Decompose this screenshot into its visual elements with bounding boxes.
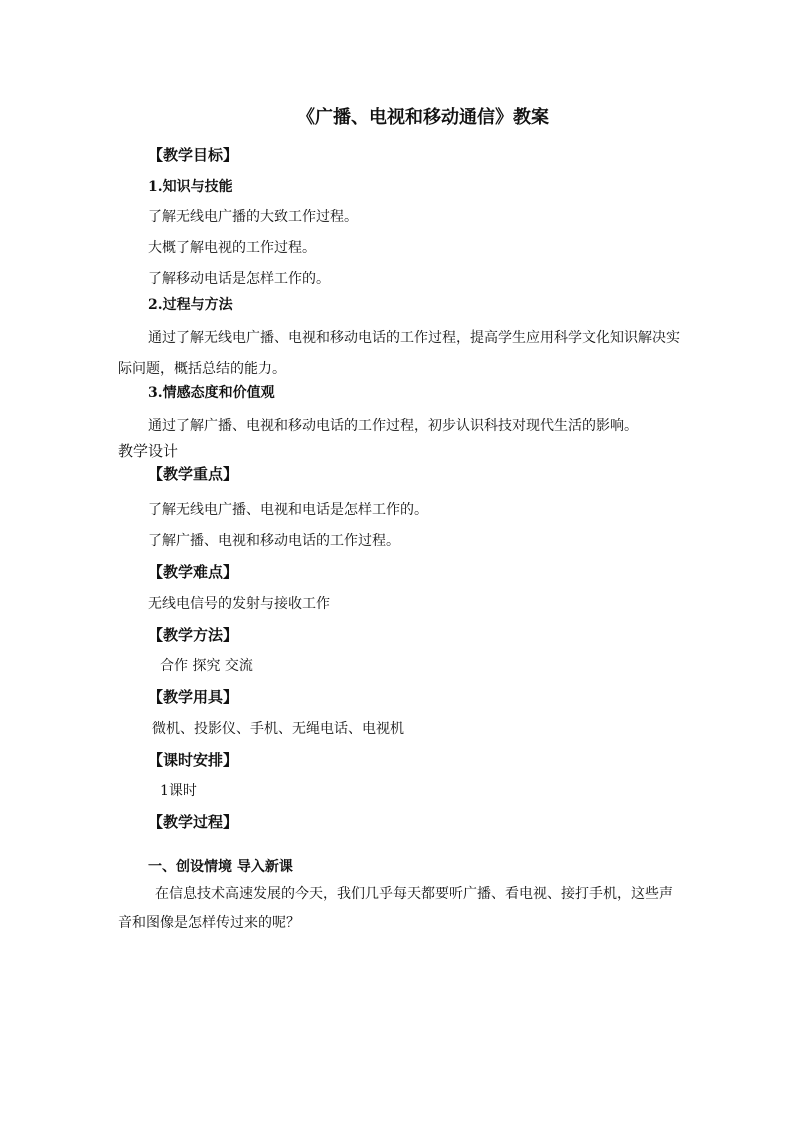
process-line-1: 通过了解无线电广播、电视和移动电话的工作过程，提高学生应用科学文化知识解决实 <box>148 330 680 346</box>
step1-line-2: 音和图像是怎样传过来的呢？ <box>118 915 300 931</box>
method-heading: 【教学方法】 <box>148 626 239 644</box>
difficulty-heading: 【教学难点】 <box>148 563 239 581</box>
key-item-2: 了解广播、电视和移动电话的工作过程。 <box>148 533 400 549</box>
knowledge-heading: 1.知识与技能 <box>148 179 233 195</box>
schedule-heading: 【课时安排】 <box>148 751 239 769</box>
tools-heading: 【教学用具】 <box>148 688 239 706</box>
key-item-1: 了解无线电广播、电视和电话是怎样工作的。 <box>148 502 428 518</box>
process-line-2: 际问题，概括总结的能力。 <box>118 361 286 377</box>
knowledge-item-2: 大概了解电视的工作过程。 <box>148 240 316 256</box>
step1-heading: 一、创设情境 导入新课 <box>148 859 293 875</box>
knowledge-item-3: 了解移动电话是怎样工作的。 <box>148 271 330 287</box>
design-label: 教学设计 <box>118 442 179 460</box>
knowledge-item-1: 了解无线电广播的大致工作过程。 <box>148 209 358 225</box>
difficulty-text: 无线电信号的发射与接收工作 <box>148 596 330 612</box>
key-heading: 【教学重点】 <box>148 465 239 483</box>
emotion-heading: 3.情感态度和价值观 <box>148 385 275 401</box>
objectives-heading: 【教学目标】 <box>148 146 239 164</box>
procedure-heading: 【教学过程】 <box>148 813 239 831</box>
schedule-text: 1课时 <box>160 783 197 799</box>
tools-text: 微机、投影仪、手机、无绳电话、电视机 <box>152 721 404 737</box>
method-text: 合作 探究 交流 <box>160 658 253 674</box>
document-title: 《广播、电视和移动通信》教案 <box>297 107 549 128</box>
step1-line-1: 在信息技术高速发展的今天，我们几乎每天都要听广播、看电视、接打手机，这些声 <box>155 886 673 902</box>
emotion-text: 通过了解广播、电视和移动电话的工作过程，初步认识科技对现代生活的影响。 <box>148 418 638 434</box>
process-heading: 2.过程与方法 <box>148 297 233 313</box>
